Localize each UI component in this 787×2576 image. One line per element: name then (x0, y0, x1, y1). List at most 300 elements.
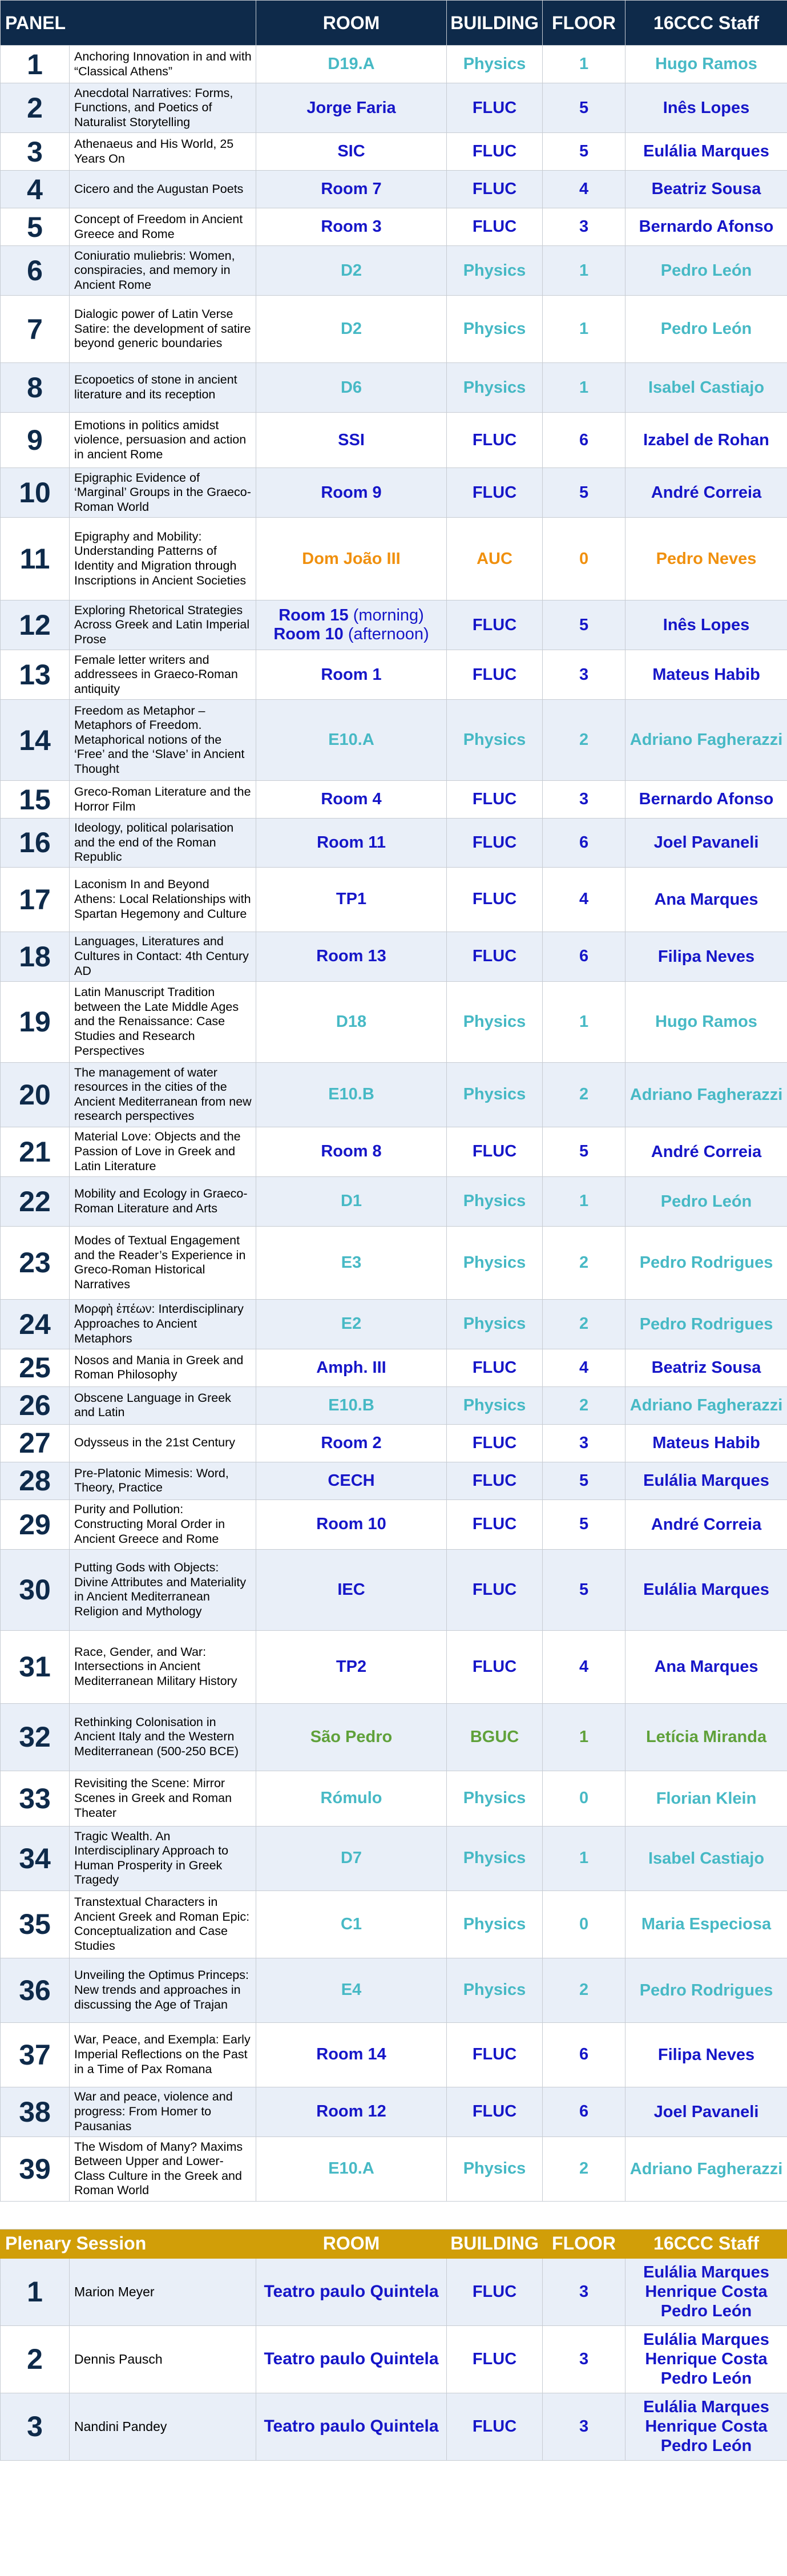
panel-building: FLUC (447, 1630, 543, 1703)
panel-topic: Cicero and the Augustan Poets (70, 171, 256, 208)
panel-topic: Revisiting the Scene: Mirror Scenes in Greek and Roman Theater (70, 1771, 256, 1826)
panel-staff: Pedro Rodrigues (625, 1958, 787, 2022)
panel-number: 18 (1, 932, 70, 981)
panel-floor: 3 (543, 1424, 625, 1462)
header-plenary-floor: FLOOR (543, 2229, 625, 2258)
panel-building: FLUC (447, 1462, 543, 1499)
panel-floor: 4 (543, 867, 625, 932)
plenary-row (1, 2325, 787, 2393)
header-plenary-building: BUILDING (447, 2229, 543, 2258)
panel-building: FLUC (447, 1349, 543, 1386)
plenary-building: FLUC (447, 2258, 543, 2325)
panel-room: E10.B (256, 1386, 447, 1424)
panel-topic: Material Love: Objects and the Passion of Love in Greek and Latin Literature (70, 1127, 256, 1176)
panel-floor: 2 (543, 2136, 625, 2201)
panel-room: D18 (256, 981, 447, 1062)
panel-building: FLUC (447, 2087, 543, 2136)
panel-floor: 3 (543, 650, 625, 700)
panel-number: 10 (1, 468, 70, 518)
header-building: BUILDING (447, 1, 543, 46)
panel-building: Physics (447, 1771, 543, 1826)
panel-floor: 0 (543, 1771, 625, 1826)
panel-topic: Rethinking Colonisation in Ancient Italy and the Western Mediterranean (500-250 BCE) (70, 1703, 256, 1771)
panel-topic: Obscene Language in Greek and Latin (70, 1386, 256, 1424)
panel-floor: 5 (543, 133, 625, 171)
panel-number: 28 (1, 1462, 70, 1499)
panel-building: Physics (447, 1062, 543, 1127)
table-row (1, 2136, 787, 2201)
plenary-staff (625, 2325, 787, 2393)
panel-topic: Greco-Roman Literature and the Horror Film (70, 781, 256, 819)
panel-building: Physics (447, 363, 543, 413)
header-plenary-room: ROOM (256, 2229, 447, 2258)
table-row (1, 133, 787, 171)
table-row (1, 1299, 787, 1349)
panel-number: 38 (1, 2087, 70, 2136)
table-spacer (1, 2201, 787, 2229)
room-line (256, 606, 446, 625)
panel-room: Room 4 (256, 781, 447, 819)
panel-staff: Isabel Castiajo (625, 1826, 787, 1890)
panel-floor: 2 (543, 1062, 625, 1127)
panel-building: FLUC (447, 208, 543, 246)
panel-number: 16 (1, 819, 70, 868)
table-row (1, 1890, 787, 1958)
panel-floor: 3 (543, 781, 625, 819)
panel-floor: 5 (543, 600, 625, 650)
panel-number: 31 (1, 1630, 70, 1703)
panel-number: 14 (1, 700, 70, 781)
panel-room: SSI (256, 413, 447, 468)
panel-number: 12 (1, 600, 70, 650)
panel-building: Physics (447, 1176, 543, 1226)
panel-topic: Transtextual Characters in Ancient Greek and Roman Epic: Conceptualization and Case Studies (70, 1890, 256, 1958)
panel-topic: Mobility and Ecology in Graeco-Roman Literature and Arts (70, 1176, 256, 1226)
table-row (1, 1226, 787, 1299)
panel-topic: War and peace, violence and progress: From Homer to Pausanias (70, 2087, 256, 2136)
plenary-staff-member: Pedro León (660, 2437, 752, 2456)
panel-number: 5 (1, 208, 70, 246)
panel-topic: The management of water resources in the cities of the Ancient Mediterranean from new research perspectives (70, 1062, 256, 1127)
panel-building: Physics (447, 1386, 543, 1424)
panel-staff: Mateus Habib (625, 1424, 787, 1462)
panel-floor: 2 (543, 1958, 625, 2022)
panel-building: FLUC (447, 1424, 543, 1462)
table-row (1, 1826, 787, 1890)
panel-building: FLUC (447, 1549, 543, 1630)
panel-topic: Ecopoetics of stone in ancient literature and its reception (70, 363, 256, 413)
panel-floor: 1 (543, 1703, 625, 1771)
panel-building: FLUC (447, 781, 543, 819)
plenary-floor: 3 (543, 2393, 625, 2460)
panel-building: BGUC (447, 1703, 543, 1771)
plenary-row (1, 2393, 787, 2460)
panel-room: TP2 (256, 1630, 447, 1703)
panel-room: E10.A (256, 2136, 447, 2201)
panel-floor: 0 (543, 518, 625, 600)
table-row (1, 819, 787, 868)
panel-room: Room 11 (256, 819, 447, 868)
table-row (1, 1176, 787, 1226)
table-row (1, 296, 787, 363)
room-time-note: (afternoon) (343, 625, 429, 643)
table-row (1, 2022, 787, 2087)
panel-staff: Bernardo Afonso (625, 208, 787, 246)
panel-topic: Laconism In and Beyond Athens: Local Relationships with Spartan Hegemony and Culture (70, 867, 256, 932)
panel-number: 33 (1, 1771, 70, 1826)
panel-room: Rómulo (256, 1771, 447, 1826)
plenary-number: 2 (1, 2325, 70, 2393)
panel-floor: 5 (543, 1127, 625, 1176)
panel-number: 7 (1, 296, 70, 363)
panel-floor: 2 (543, 1299, 625, 1349)
table-row (1, 1462, 787, 1499)
panel-number: 11 (1, 518, 70, 600)
panel-building: FLUC (447, 867, 543, 932)
plenary-speaker: Marion Meyer (70, 2258, 256, 2325)
panel-topic: Μορφὴ ἐπέων: Interdisciplinary Approaches to Ancient Metaphors (70, 1299, 256, 1349)
table-row (1, 208, 787, 246)
panel-room: IEC (256, 1549, 447, 1630)
panel-floor: 1 (543, 46, 625, 83)
panel-topic: Purity and Pollution: Constructing Moral Order in Ancient Greece and Rome (70, 1499, 256, 1549)
panel-staff: Mateus Habib (625, 650, 787, 700)
panel-number: 35 (1, 1890, 70, 1958)
panel-staff: Pedro León (625, 1176, 787, 1226)
panel-number: 8 (1, 363, 70, 413)
plenary-table-header (1, 2229, 787, 2258)
panel-floor: 5 (543, 1462, 625, 1499)
panel-building: FLUC (447, 468, 543, 518)
panel-room: E2 (256, 1299, 447, 1349)
panel-topic: Exploring Rhetorical Strategies Across Greek and Latin Imperial Prose (70, 600, 256, 650)
table-row (1, 83, 787, 133)
panel-topic: Anecdotal Narratives: Forms, Functions, and Poetics of Naturalist Storytelling (70, 83, 256, 133)
plenary-staff-member: Eulália Marques (643, 2330, 769, 2349)
plenary-staff-member: Eulália Marques (643, 2263, 769, 2281)
table-row (1, 981, 787, 1062)
plenary-floor: 3 (543, 2325, 625, 2393)
panel-floor: 2 (543, 700, 625, 781)
plenary-room: Teatro paulo Quintela (256, 2393, 447, 2460)
panel-number: 1 (1, 46, 70, 83)
panel-number: 13 (1, 650, 70, 700)
panel-floor: 5 (543, 468, 625, 518)
panel-floor: 6 (543, 819, 625, 868)
panel-building: FLUC (447, 600, 543, 650)
panel-room: Room 14 (256, 2022, 447, 2087)
panel-staff: Ana Marques (625, 867, 787, 932)
panel-number: 29 (1, 1499, 70, 1549)
panel-room: Room 3 (256, 208, 447, 246)
panel-number: 2 (1, 83, 70, 133)
panel-building: Physics (447, 1226, 543, 1299)
panel-number: 21 (1, 1127, 70, 1176)
table-row (1, 246, 787, 296)
panel-topic: Epigraphy and Mobility: Understanding Patterns of Identity and Migration through Inscriptions in Ancient Societies (70, 518, 256, 600)
panel-topic: Modes of Textual Engagement and the Reader’s Experience in Greco-Roman Historical Narratives (70, 1226, 256, 1299)
panel-room: E10.B (256, 1062, 447, 1127)
table-row (1, 1549, 787, 1630)
panel-topic: Ideology, political polarisation and the end of the Roman Republic (70, 819, 256, 868)
table-row (1, 1703, 787, 1771)
panel-room (256, 600, 447, 650)
panel-building: Physics (447, 1299, 543, 1349)
panel-room: D1 (256, 1176, 447, 1226)
plenary-floor: 3 (543, 2258, 625, 2325)
panel-table-body (1, 46, 787, 2202)
panel-staff: Joel Pavaneli (625, 2087, 787, 2136)
panel-number: 22 (1, 1176, 70, 1226)
panel-staff: Filipa Neves (625, 932, 787, 981)
panel-staff: Joel Pavaneli (625, 819, 787, 868)
panel-staff: Maria Especiosa (625, 1890, 787, 1958)
panel-floor: 1 (543, 296, 625, 363)
panel-floor: 1 (543, 363, 625, 413)
table-row (1, 46, 787, 83)
plenary-staff-member: Eulália Marques (643, 2397, 769, 2416)
panel-staff: Adriano Fagherazzi (625, 700, 787, 781)
panel-staff: André Correia (625, 1499, 787, 1549)
panel-building: FLUC (447, 650, 543, 700)
plenary-number: 1 (1, 2258, 70, 2325)
panel-floor: 2 (543, 1226, 625, 1299)
panel-number: 37 (1, 2022, 70, 2087)
panel-topic: Epigraphic Evidence of ‘Marginal’ Groups in the Graeco-Roman World (70, 468, 256, 518)
header-plenary-session: Plenary Session (1, 2229, 256, 2258)
panel-building: Physics (447, 46, 543, 83)
panel-topic: Athenaeus and His World, 25 Years On (70, 133, 256, 171)
panel-topic: Coniuratio muliebris: Women, conspiracies, and memory in Ancient Rome (70, 246, 256, 296)
panel-staff: Beatriz Sousa (625, 171, 787, 208)
panel-number: 24 (1, 1299, 70, 1349)
panel-number: 25 (1, 1349, 70, 1386)
panel-number: 30 (1, 1549, 70, 1630)
panel-room: SIC (256, 133, 447, 171)
panel-building: Physics (447, 296, 543, 363)
table-row (1, 413, 787, 468)
panel-building: Physics (447, 700, 543, 781)
panel-room: CECH (256, 1462, 447, 1499)
panel-room: TP1 (256, 867, 447, 932)
panel-floor: 4 (543, 1630, 625, 1703)
plenary-number: 3 (1, 2393, 70, 2460)
panel-building: FLUC (447, 1127, 543, 1176)
panel-staff: Inês Lopes (625, 600, 787, 650)
plenary-staff-member: Henrique Costa (645, 2417, 768, 2436)
panel-number: 4 (1, 171, 70, 208)
plenary-staff (625, 2258, 787, 2325)
panel-room: Room 7 (256, 171, 447, 208)
panel-building: FLUC (447, 932, 543, 981)
panel-number: 39 (1, 2136, 70, 2201)
plenary-speaker: Nandini Pandey (70, 2393, 256, 2460)
panel-topic: Languages, Literatures and Cultures in Contact: 4th Century AD (70, 932, 256, 981)
plenary-staff-member: Pedro León (660, 2369, 752, 2388)
panel-number: 26 (1, 1386, 70, 1424)
room-line (256, 625, 446, 644)
panel-floor: 5 (543, 1499, 625, 1549)
panel-staff: André Correia (625, 1127, 787, 1176)
panel-room: São Pedro (256, 1703, 447, 1771)
panel-room: E10.A (256, 700, 447, 781)
panel-building: FLUC (447, 171, 543, 208)
panel-floor: 6 (543, 413, 625, 468)
panel-room: Room 8 (256, 1127, 447, 1176)
panel-number: 19 (1, 981, 70, 1062)
panel-staff: Adriano Fagherazzi (625, 1062, 787, 1127)
panel-staff: Pedro León (625, 246, 787, 296)
panel-staff: Beatriz Sousa (625, 1349, 787, 1386)
panel-staff: Izabel de Rohan (625, 413, 787, 468)
panel-number: 15 (1, 781, 70, 819)
room-time-note: (morning) (348, 606, 424, 624)
panel-room: D6 (256, 363, 447, 413)
panel-building: Physics (447, 246, 543, 296)
panel-floor: 1 (543, 981, 625, 1062)
table-row (1, 600, 787, 650)
panel-floor: 3 (543, 208, 625, 246)
table-row (1, 1424, 787, 1462)
panel-room: Room 10 (256, 1499, 447, 1549)
panel-staff: Florian Klein (625, 1771, 787, 1826)
panel-topic: Putting Gods with Objects: Divine Attributes and Materiality in Ancient Mediterranean Religion and Mythology (70, 1549, 256, 1630)
table-row (1, 2087, 787, 2136)
panel-floor: 6 (543, 932, 625, 981)
table-row (1, 1386, 787, 1424)
panel-floor: 1 (543, 1176, 625, 1226)
table-row (1, 1349, 787, 1386)
plenary-staff-member: Pedro León (660, 2302, 752, 2321)
panel-staff: Pedro Neves (625, 518, 787, 600)
header-floor: FLOOR (543, 1, 625, 46)
plenary-speaker: Dennis Pausch (70, 2325, 256, 2393)
panel-topic: Nosos and Mania in Greek and Roman Philosophy (70, 1349, 256, 1386)
panel-staff: Filipa Neves (625, 2022, 787, 2087)
panel-building: Physics (447, 1826, 543, 1890)
panel-staff: Letícia Miranda (625, 1703, 787, 1771)
spacer-cell (1, 2201, 787, 2229)
header-plenary-staff: 16CCC Staff (625, 2229, 787, 2258)
panel-room: Room 13 (256, 932, 447, 981)
panel-floor: 6 (543, 2087, 625, 2136)
panel-room: D2 (256, 296, 447, 363)
panel-building: Physics (447, 1890, 543, 1958)
panel-floor: 1 (543, 246, 625, 296)
panel-number: 17 (1, 867, 70, 932)
panel-floor: 1 (543, 1826, 625, 1890)
table-row (1, 781, 787, 819)
panel-number: 27 (1, 1424, 70, 1462)
panel-staff: Hugo Ramos (625, 981, 787, 1062)
plenary-building: FLUC (447, 2393, 543, 2460)
header-room: ROOM (256, 1, 447, 46)
plenary-staff (625, 2393, 787, 2460)
panel-floor: 5 (543, 83, 625, 133)
panel-topic: Odysseus in the 21st Century (70, 1424, 256, 1462)
panel-room: Room 2 (256, 1424, 447, 1462)
table-row (1, 867, 787, 932)
panel-room: Room 9 (256, 468, 447, 518)
panel-staff: André Correia (625, 468, 787, 518)
panel-building: Physics (447, 1958, 543, 2022)
panel-room: C1 (256, 1890, 447, 1958)
panel-staff: Eulália Marques (625, 1462, 787, 1499)
panel-building: FLUC (447, 413, 543, 468)
panel-topic: War, Peace, and Exempla: Early Imperial Reflections on the Past in a Time of Pax Romana (70, 2022, 256, 2087)
room-name: Room 10 (273, 625, 344, 643)
panel-topic: Pre-Platonic Mimesis: Word, Theory, Practice (70, 1462, 256, 1499)
panel-room: Amph. III (256, 1349, 447, 1386)
panel-number: 23 (1, 1226, 70, 1299)
table-row (1, 1958, 787, 2022)
plenary-room: Teatro paulo Quintela (256, 2325, 447, 2393)
table-row (1, 518, 787, 600)
table-row (1, 700, 787, 781)
panel-topic: Unveiling the Optimus Princeps: New trends and approaches in discussing the Age of Trajan (70, 1958, 256, 2022)
panel-room: D7 (256, 1826, 447, 1890)
panel-topic: Anchoring Innovation in and with “Classical Athens” (70, 46, 256, 83)
panel-number: 6 (1, 246, 70, 296)
table-row (1, 1771, 787, 1826)
table-row (1, 468, 787, 518)
panel-building: FLUC (447, 133, 543, 171)
plenary-table-body (1, 2258, 787, 2460)
panel-floor: 0 (543, 1890, 625, 1958)
panel-floor: 5 (543, 1549, 625, 1630)
panel-floor: 4 (543, 1349, 625, 1386)
panel-staff: Hugo Ramos (625, 46, 787, 83)
panel-building: FLUC (447, 2022, 543, 2087)
panel-room: D2 (256, 246, 447, 296)
header-panel: PANEL (1, 1, 256, 46)
table-row (1, 363, 787, 413)
table-row (1, 1062, 787, 1127)
panel-floor: 4 (543, 171, 625, 208)
panel-room: Room 1 (256, 650, 447, 700)
panel-building: Physics (447, 2136, 543, 2201)
panel-staff: Bernardo Afonso (625, 781, 787, 819)
panel-staff: Adriano Fagherazzi (625, 2136, 787, 2201)
panel-room: Dom João III (256, 518, 447, 600)
panel-room: E3 (256, 1226, 447, 1299)
panel-staff: Inês Lopes (625, 83, 787, 133)
panel-topic: Emotions in politics amidst violence, persuasion and action in ancient Rome (70, 413, 256, 468)
table-row (1, 171, 787, 208)
panel-staff: Ana Marques (625, 1630, 787, 1703)
panel-topic: Latin Manuscript Tradition between the Late Middle Ages and the Renaissance: Case Studies and Research Perspectives (70, 981, 256, 1062)
panel-table-header (1, 1, 787, 46)
plenary-staff-member: Henrique Costa (645, 2350, 768, 2369)
panel-staff: Adriano Fagherazzi (625, 1386, 787, 1424)
table-row (1, 650, 787, 700)
panel-building: FLUC (447, 1499, 543, 1549)
panel-room: E4 (256, 1958, 447, 2022)
panel-staff: Pedro Rodrigues (625, 1299, 787, 1349)
plenary-building: FLUC (447, 2325, 543, 2393)
panel-topic: Female letter writers and addressees in Graeco-Roman antiquity (70, 650, 256, 700)
panel-number: 32 (1, 1703, 70, 1771)
table-row (1, 1499, 787, 1549)
room-name: Room 15 (279, 606, 349, 624)
panel-staff: Pedro León (625, 296, 787, 363)
panel-number: 9 (1, 413, 70, 468)
panel-floor: 2 (543, 1386, 625, 1424)
table-row (1, 932, 787, 981)
panel-building: FLUC (447, 83, 543, 133)
panel-room: Room 12 (256, 2087, 447, 2136)
panel-topic: Dialogic power of Latin Verse Satire: the development of satire beyond generic boundaries (70, 296, 256, 363)
